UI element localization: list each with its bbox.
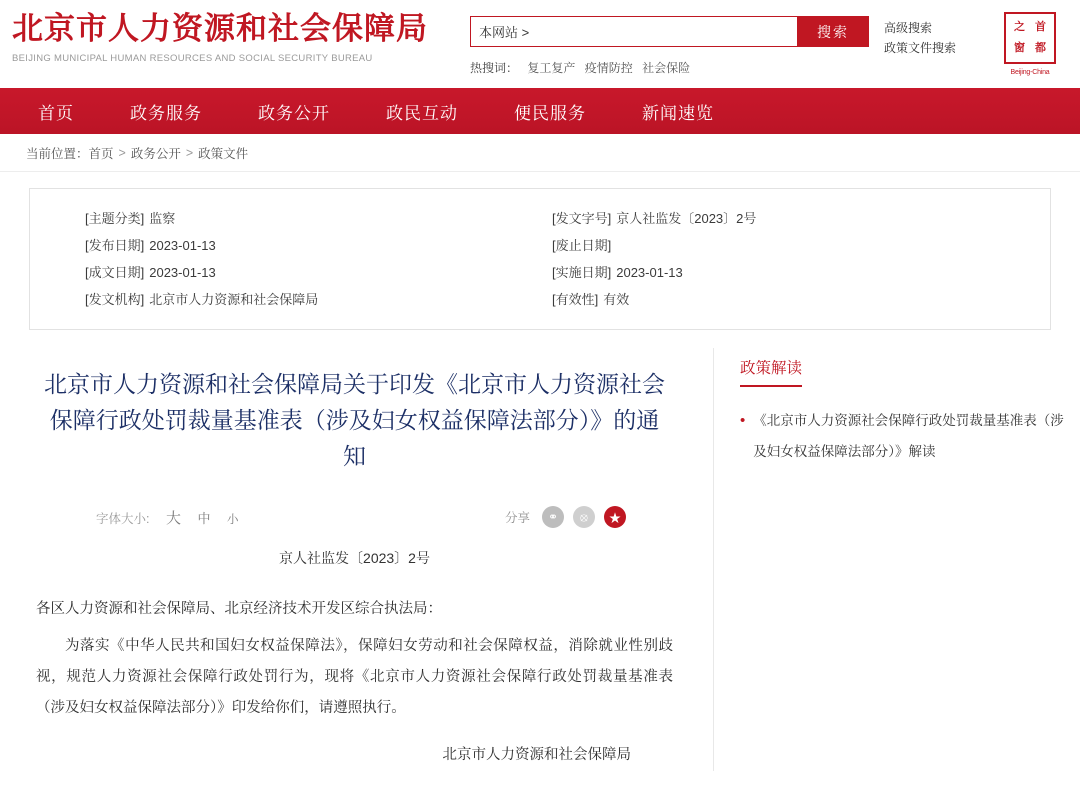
- document-paragraph-2: 为落实《中华人民共和国妇女权益保障法》，保障妇女劳动和社会保障权益，消除就业性别歧视，规范人力资源社会保障行政处罚行为，现将《北京市人力资源社会保障行政处罚裁量基准表（涉及妇女权益保障法部分）》印发给你们，请遵照执行。: [36, 638, 673, 716]
- logo-char-1: 之: [1014, 21, 1025, 33]
- nav-item-public-interaction[interactable]: 政民互动: [386, 103, 458, 123]
- search-row: [470, 16, 870, 47]
- brand-title-cn: 北京市人力资源和社会保障局: [12, 11, 428, 46]
- logo-char-2: 首: [1035, 21, 1046, 33]
- page-title: 北京市人力资源和社会保障局关于印发《北京市人力资源社会保障行政处罚裁量基准表（涉及妇女权益保障法部分）》的通知: [44, 371, 665, 469]
- font-size-label: 字体大小:: [96, 511, 150, 526]
- nav-item-news[interactable]: 新闻速览: [642, 103, 714, 123]
- hot-keyword-2[interactable]: 疫情防控: [584, 61, 633, 75]
- breadcrumb: [0, 134, 1080, 172]
- logo-characters: [1009, 17, 1051, 59]
- list-item[interactable]: [740, 405, 1066, 467]
- font-size-medium[interactable]: 中: [197, 510, 211, 526]
- sidebar-list: [740, 405, 1066, 467]
- breadcrumb-separator: >: [185, 145, 194, 160]
- meta-publish-date: [发布日期] 2023-01-13: [85, 238, 216, 253]
- share-label: 分享: [504, 511, 530, 525]
- breadcrumb-item-home[interactable]: 首页: [88, 146, 114, 161]
- meta-subject-category: [主题分类] 监察: [85, 211, 176, 226]
- search-input[interactable]: [470, 16, 797, 47]
- beijing-china-logo[interactable]: [1004, 12, 1056, 76]
- font-size-large[interactable]: 大: [165, 509, 181, 527]
- breadcrumb-separator: >: [118, 145, 126, 160]
- policy-document-search-link[interactable]: 政策文件搜索: [884, 41, 957, 55]
- favorite-icon[interactable]: ★: [604, 506, 626, 528]
- nav-item-home[interactable]: 首页: [38, 103, 74, 123]
- content-area: [0, 348, 1080, 771]
- document-meta-box: [29, 188, 1051, 330]
- hot-keyword-1[interactable]: 复工复产: [527, 61, 576, 75]
- nav-item-government-services[interactable]: 政务服务: [130, 103, 202, 123]
- share-group: [505, 506, 635, 528]
- document-signature: 北京市人力资源和社会保障局: [442, 747, 631, 763]
- search-button[interactable]: 搜索: [797, 16, 869, 47]
- logo-char-4: 都: [1035, 42, 1046, 54]
- policy-interpretation-link[interactable]: 《北京市人力资源社会保障行政处罚裁量基准表（涉及妇女权益保障法部分）》解读: [753, 413, 1064, 459]
- document-meta-wrap: [0, 172, 1080, 330]
- meta-column-left: [30, 205, 540, 313]
- breadcrumb-item-policy-docs[interactable]: 政策文件: [198, 146, 249, 161]
- hot-keywords-label: 热搜词：: [470, 61, 519, 75]
- breadcrumb-item-disclosure[interactable]: 政务公开: [130, 146, 181, 161]
- document-paragraph-1: 各区人力资源和社会保障局、北京经济技术开发区综合执法局：: [36, 601, 442, 617]
- document-toolbar: [14, 506, 695, 528]
- weibo-icon[interactable]: ⦻: [573, 506, 595, 528]
- nav-item-convenience-services[interactable]: 便民服务: [514, 103, 586, 123]
- bullet-icon: •: [740, 412, 746, 429]
- document-number: 京人社监发〔2023〕2号: [279, 550, 430, 566]
- font-size-group: [96, 507, 240, 528]
- sidebar-title: 政策解读: [740, 356, 802, 387]
- meta-validity: [有效性] 有效: [552, 292, 630, 307]
- meta-effective-date: [实施日期] 2023-01-13: [552, 265, 683, 280]
- document-column: [14, 348, 714, 771]
- breadcrumb-label: 当前位置：: [26, 146, 89, 161]
- wechat-icon[interactable]: ⚭: [542, 506, 564, 528]
- meta-document-number: [发文字号] 京人社监发〔2023〕2号: [552, 211, 757, 226]
- hot-keywords: [470, 59, 870, 76]
- meta-column-right: [540, 205, 1050, 313]
- hot-keyword-3[interactable]: 社会保险: [642, 61, 691, 75]
- site-header: [0, 0, 1080, 88]
- logo-caption: Beijing-China: [1010, 69, 1050, 76]
- search-zone: [470, 16, 870, 76]
- document-body: [14, 548, 695, 771]
- brand-title-en: BEIJING MUNICIPAL HUMAN RESOURCES AND SOCIAL SECURITY BUREAU: [12, 53, 373, 65]
- logo-char-3: 窗: [1014, 42, 1025, 54]
- meta-issuing-agency: [发文机构] 北京市人力资源和社会保障局: [85, 292, 319, 307]
- nav-item-government-disclosure[interactable]: 政务公开: [258, 103, 330, 123]
- advanced-search-link[interactable]: 高级搜索: [884, 21, 933, 35]
- site-brand: [0, 0, 470, 64]
- sidebar: [714, 348, 1066, 771]
- main-nav: [0, 88, 1080, 134]
- meta-written-date: [成文日期] 2023-01-13: [85, 265, 216, 280]
- header-links: [884, 18, 996, 58]
- meta-repeal-date: [废止日期]: [552, 238, 612, 253]
- font-size-small[interactable]: 小: [226, 513, 239, 526]
